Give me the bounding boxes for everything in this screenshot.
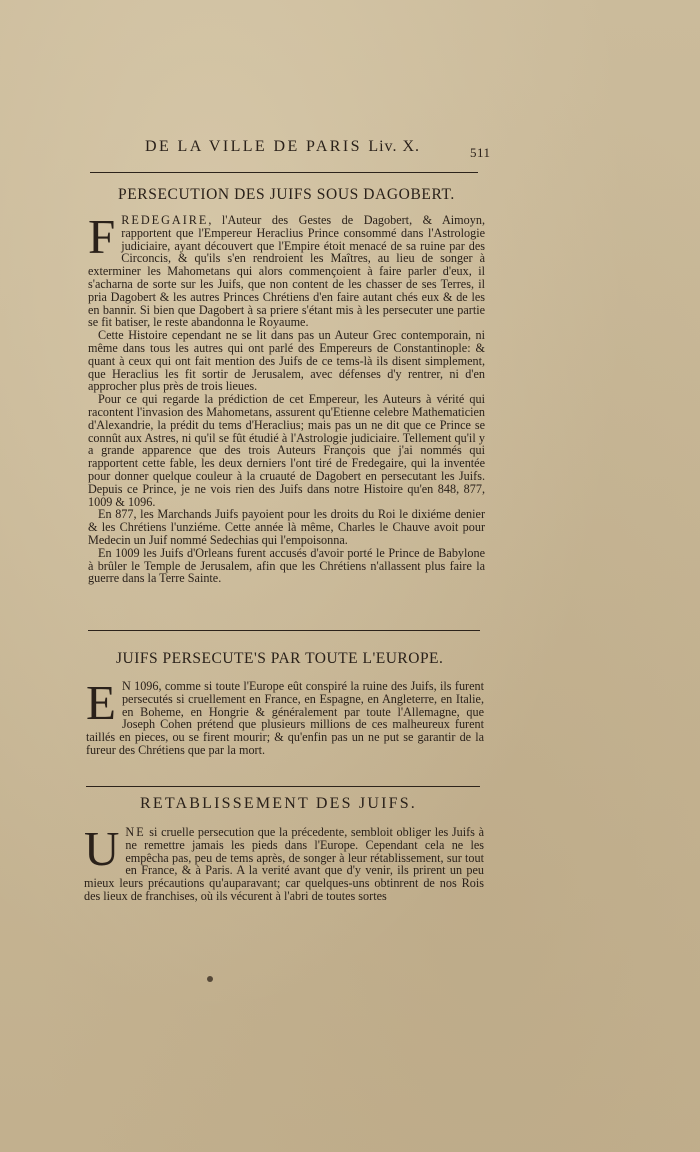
section-title-dagobert: PERSECUTION DES JUIFS SOUS DAGOBERT. — [118, 186, 455, 203]
running-head — [145, 138, 420, 156]
paragraph — [84, 821, 484, 903]
paragraph-text: , l'Auteur des Gestes de Dagobert, & Aimoyn, rapportent que l'Empereur Heraclius Prince consommé dans l'Astrologie judiciaire, ayant découvert que l'Empire étoit menacé de sa ruine par des Circoncis, & qu'ils s'en rendroient les Maîtres, au lieu de songer à exterminer les Mahometans qui alors commençoient à faire parler d'eux, il s'acharna de sorte sur les Juifs, que non content de les chasser de ses Terres, il pria Dagobert & les autres Princes Chrétiens d'en faire autant chés eux & de les en bannir. Si bien que Dagobert à sa priere s'étant mis à les persecuter une partie se fit batiser, le reste abandonna le Royaume. — [88, 213, 485, 330]
first-word: REDEGAIRE — [121, 213, 209, 227]
drop-cap: U — [84, 821, 120, 876]
header-rule — [90, 172, 478, 173]
running-title: DE LA VILLE DE PARIS — [145, 138, 362, 155]
ink-spot — [207, 976, 213, 982]
section-body-retablissement — [84, 821, 484, 903]
paragraph-text: si cruelle persecution que la précedente, sembloit obliger les Juifs à ne remettre jamais les pieds dans l'Europe. Cependant cela ne les empêcha pas, peu de tems après, de songer à leur rétablissement, sur tout en France, & à Paris. A la verité avant que d'y venir, ils prirent un peu mieux leurs précautions qu'auparavant; car quelques-uns obtinrent de nos Rois des lieux de franchises, où ils vécurent à l'abri de toutes sortes — [84, 825, 484, 903]
section-body-europe — [86, 675, 484, 757]
paragraph: En 1009 les Juifs d'Orleans furent accusés d'avoir porté le Prince de Babylone à brûler le Temple de Jerusalem, afin que les Chrétiens n'allassent plus faire la guerre dans la Terre Sainte. — [88, 545, 485, 586]
first-word: N 1096 — [121, 679, 159, 693]
drop-cap: F — [88, 209, 116, 264]
drop-cap: E — [86, 675, 116, 730]
page-number: 511 — [470, 145, 491, 160]
first-word: NE — [125, 825, 146, 839]
section-title-europe: JUIFS PERSECUTE'S PAR TOUTE L'EUROPE. — [116, 650, 444, 667]
section-rule — [86, 786, 480, 787]
paragraph-text: , comme si toute l'Europe eût conspiré la ruine des Juifs, ils furent persecutés si cruellement en France, en Espagne, en Angleterre, en Italie, en Boheme, en Hongrie & généralement par toute l'Allemagne, que Joseph Cohen prétend que plusieurs millions de ces malheureux furent taillés en pieces, ou se firent mourir; & qu'enfin pas un ne put se garantir de la fureur des Chrétiens que par la mort. — [86, 679, 484, 757]
paragraph: En 877, les Marchands Juifs payoient pour les droits du Roi le dixiéme denier & les Chrétiens l'unziéme. Cette année là même, Charles le Chauve avoit pour Medecin un Juif nommé Sedechias qui l'empoisonna. — [88, 507, 485, 547]
paragraph — [88, 209, 485, 330]
book-label: Liv. X. — [368, 138, 421, 155]
paragraph: Pour ce qui regarde la prédiction de cet Empereur, les Auteurs à vérité qui racontent l'invasion des Mahometans, assurent qu'Etienne celebre Mathematicien d'Alexandrie, la prédit du tems d'Heraclius; mais pas un ne dit que ce Prince se connût aux Astres, ni qu'il se fût étudié à l'Astrologie judiciaire. Tellement qu'il y a grande apparence que des trois Auteurs François que j'ai nommés qui rapportent cette fable, les deux derniers l'ont tiré de Fredegaire, qui la inventée pour donner quelque couleur à la cruauté de Dagobert en persecutant les Juifs. Depuis ce Prince, je ne vois rien des Juifs dans notre Histoire qu'en 848, 877, 1009 & 1096. — [88, 392, 485, 509]
section-body-dagobert — [88, 209, 485, 586]
section-title-retablissement: RETABLISSEMENT DES JUIFS. — [140, 795, 418, 812]
paragraph: Cette Histoire cependant ne se lit dans pas un Auteur Grec contemporain, ni même dans tous les autres qui ont parlé des Empereurs de Constantinople: & quant à ceux qui ont fait mention des Juifs de ce tems-là ils disent simplement, que Heraclius les fit sortir de Jerusalem, avec défenses d'y rentrer, ni d'en approcher plus près de trois lieues. — [88, 328, 485, 394]
paragraph — [86, 675, 484, 757]
section-rule — [88, 630, 480, 631]
